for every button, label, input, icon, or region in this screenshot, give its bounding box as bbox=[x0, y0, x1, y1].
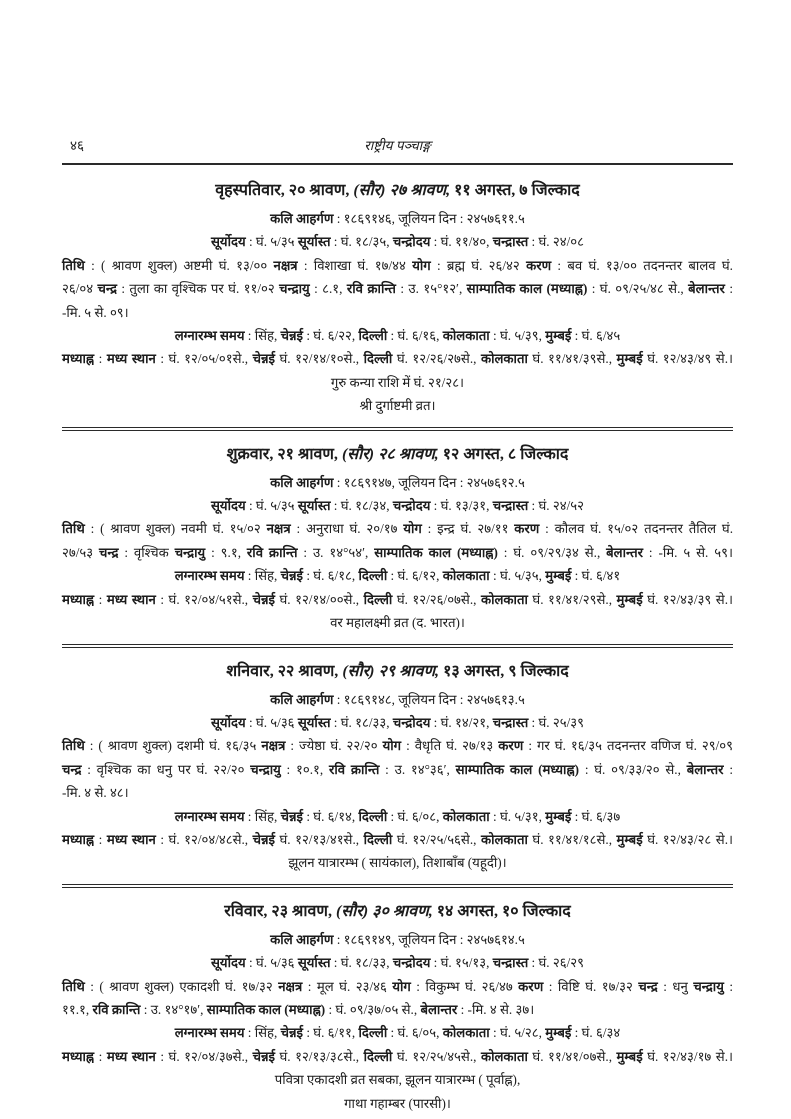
text-run: : ( श्रावण शुक्ल) अष्टमी घं. १३/०० bbox=[84, 257, 274, 273]
field-label: मुम्बई bbox=[616, 351, 643, 367]
text-run: : ( श्रावण शुक्ल) नवमी घं. १५/०२ bbox=[84, 521, 267, 537]
field-label: चन्द्र bbox=[99, 544, 119, 560]
field-label: दिल्ली bbox=[358, 1025, 388, 1041]
text-run: : १०.१, bbox=[280, 761, 329, 777]
field-label: सूर्योदय bbox=[211, 498, 246, 514]
text-run: : इन्द्र घं. २७/११ bbox=[421, 521, 515, 537]
text-run: : ८.१, bbox=[309, 281, 347, 297]
day-title bbox=[62, 178, 733, 204]
solar-date-italic: (सौर) २८ श्रावण, bbox=[341, 445, 439, 463]
day-title bbox=[62, 659, 733, 685]
field-label: चन्द्रोदय bbox=[392, 714, 431, 730]
text-line bbox=[62, 324, 733, 347]
text-run: -मि. ५ से. ०९। bbox=[62, 304, 129, 320]
text-run: श्री दुर्गाष्टमी व्रत। bbox=[359, 398, 436, 414]
text-run: : विष्टि घं. १७/३२ bbox=[543, 978, 639, 994]
field-label: चेन्नई bbox=[280, 568, 304, 584]
field-label: मध्य स्थान bbox=[106, 351, 156, 367]
field-label: बेलान्तर bbox=[420, 1001, 458, 1017]
day-section bbox=[62, 650, 733, 878]
text-run: : घं. ०९/२९/३४ से., bbox=[497, 544, 607, 560]
field-label: तिथि bbox=[62, 738, 85, 754]
text-run: : घं. २६/२९ bbox=[528, 955, 584, 971]
field-label: चन्द्र bbox=[62, 761, 82, 777]
text-run: : घं. ६/०५, bbox=[387, 1025, 443, 1041]
header-rule bbox=[62, 163, 733, 165]
field-label: चेन्नई bbox=[252, 1048, 275, 1064]
field-label: सूर्यास्त bbox=[297, 234, 331, 250]
text-line bbox=[62, 611, 733, 634]
text-run: : घं. १८/३३, bbox=[330, 955, 393, 971]
day-title bbox=[62, 442, 733, 468]
page-number: ४६ bbox=[70, 138, 85, 153]
field-label: चन्द्रोदय bbox=[392, 955, 431, 971]
field-label: शुक्रवार, २१ श्रावण, bbox=[226, 445, 342, 463]
text-run: : घं. ६/०८, bbox=[387, 808, 443, 824]
field-label: दिल्ली bbox=[363, 351, 393, 367]
text-run: : ९.१, bbox=[205, 544, 247, 560]
text-run: : घं. १२/०४/३७से., bbox=[155, 1048, 253, 1064]
field-label: कोलकाता bbox=[480, 591, 528, 607]
text-run: : घं. ११/४०, bbox=[430, 234, 493, 250]
field-label: चन्द्र bbox=[97, 281, 117, 297]
text-line bbox=[62, 734, 733, 757]
field-label: कोलकाता bbox=[480, 351, 528, 367]
text-run: : घं. ५/३५, bbox=[489, 568, 546, 584]
text-run: : घं. ५/३१, bbox=[489, 808, 546, 824]
text-line bbox=[62, 394, 733, 417]
field-label: योग bbox=[392, 978, 411, 994]
field-label: तिथि bbox=[62, 521, 85, 537]
text-line bbox=[62, 277, 733, 300]
field-label: साम्पातिक काल (मध्याह्न) bbox=[206, 1001, 326, 1017]
section-divider bbox=[62, 427, 733, 431]
text-line bbox=[62, 951, 733, 974]
text-line bbox=[62, 254, 733, 277]
text-run: गाथा गहाम्बर (पारसी)। bbox=[344, 1095, 451, 1111]
sections bbox=[62, 169, 733, 1118]
field-label: मध्य स्थान bbox=[106, 591, 156, 607]
text-run: : घं. १२/०५/०१से., bbox=[155, 351, 253, 367]
text-run: : अनुराधा घं. २०/१७ bbox=[290, 521, 404, 537]
text-run: : घं. ५/३५ bbox=[245, 234, 298, 250]
text-run: : धनु bbox=[657, 978, 694, 994]
text-run: २७/५३ bbox=[62, 544, 99, 560]
field-label: चेन्नई bbox=[252, 831, 275, 847]
field-label: मध्याह्न bbox=[62, 1048, 95, 1064]
text-run: : सिंह, bbox=[244, 808, 281, 824]
text-run: : bbox=[723, 761, 733, 777]
text-run: घं. १२/१४/००से., bbox=[274, 591, 364, 607]
field-label: चन्द्रायु bbox=[250, 761, 281, 777]
field-label: करण bbox=[498, 738, 524, 754]
text-run: : bbox=[94, 1048, 107, 1064]
text-run: : बव घं. १३/०० तदनन्तर बालव घं. bbox=[551, 257, 733, 273]
field-label: दिल्ली bbox=[358, 328, 388, 344]
field-label: १२ अगस्त, ८ जिल्काद bbox=[438, 445, 569, 463]
text-run: : वृश्चिक का धनु पर घं. २२/२० bbox=[81, 761, 251, 777]
field-label: तिथि bbox=[62, 978, 85, 994]
field-label: वृहस्पतिवार, २० श्रावण, bbox=[215, 182, 354, 199]
text-run: : घं. २५/३९ bbox=[528, 714, 584, 730]
field-label: सूर्योदय bbox=[211, 955, 246, 971]
section-divider bbox=[62, 644, 733, 648]
text-line bbox=[62, 975, 733, 998]
text-line bbox=[62, 805, 733, 828]
field-label: चन्द्रायु bbox=[279, 281, 310, 297]
field-label: चन्द्रास्त bbox=[492, 234, 529, 250]
field-label: रवि क्रान्ति bbox=[346, 281, 396, 297]
field-label: रविवार, २३ श्रावण, bbox=[224, 902, 336, 920]
text-line bbox=[62, 851, 733, 874]
field-label: रवि क्रान्ति bbox=[92, 1001, 141, 1017]
field-label: कोलकाता bbox=[442, 808, 490, 824]
text-run: : घं. १५/१३, bbox=[430, 955, 493, 971]
field-label: सूर्योदय bbox=[211, 714, 246, 730]
text-run: : ब्रह्म घं. २६/४२ bbox=[430, 257, 527, 273]
text-run: : bbox=[724, 281, 734, 297]
text-run: : घं. ६/१२, bbox=[387, 568, 443, 584]
text-run: २६/०४ bbox=[62, 281, 98, 297]
text-line bbox=[62, 541, 733, 564]
field-label: मुम्बई bbox=[616, 831, 643, 847]
field-label: चेन्नई bbox=[252, 591, 275, 607]
text-run: : घं. ५/२८, bbox=[489, 1025, 546, 1041]
field-label: बेलान्तर bbox=[688, 281, 725, 297]
field-label: नक्षत्र bbox=[261, 738, 286, 754]
text-line bbox=[62, 1021, 733, 1044]
text-line bbox=[62, 517, 733, 540]
text-run: : -मि. ४ से. ३७। bbox=[457, 1001, 535, 1017]
field-label: दिल्ली bbox=[363, 831, 393, 847]
page-header bbox=[62, 136, 733, 158]
field-label: दिल्ली bbox=[358, 808, 388, 824]
field-label: रवि क्रान्ति bbox=[328, 761, 380, 777]
text-line bbox=[62, 230, 733, 253]
text-run: : वृश्चिक bbox=[118, 544, 175, 560]
field-label: चन्द्रायु bbox=[174, 544, 206, 560]
text-line bbox=[62, 1068, 733, 1091]
text-run: : घं. २४/०८ bbox=[528, 234, 584, 250]
field-label: योग bbox=[412, 257, 431, 273]
field-label: करण bbox=[514, 521, 540, 537]
text-run: घं. १२/४३/३९ से.। bbox=[642, 591, 733, 607]
field-label: मुम्बई bbox=[545, 328, 572, 344]
text-run: : घं. ६/१८, bbox=[303, 568, 359, 584]
text-line bbox=[62, 928, 733, 951]
text-run: : गर घं. १६/३५ तदनन्तर वणिज घं. २९/०९ bbox=[523, 738, 733, 754]
field-label: साम्पातिक काल (मध्याह्न) bbox=[466, 281, 588, 297]
text-line bbox=[62, 1045, 733, 1068]
field-label: कलि आहर्गण bbox=[270, 931, 334, 947]
text-run: : घं. ५/३६ bbox=[245, 714, 298, 730]
text-run: घं. १२/१४/१०से., bbox=[274, 351, 364, 367]
text-run: : सिंह, bbox=[244, 568, 281, 584]
field-label: कलि आहर्गण bbox=[270, 474, 334, 490]
field-label: योग bbox=[382, 738, 402, 754]
field-label: मध्याह्न bbox=[62, 591, 95, 607]
text-run: : १८६९१४८, जूलियन दिन : २४५७६१३.५ bbox=[333, 691, 525, 707]
text-run: : घं. ६/२२, bbox=[303, 328, 359, 344]
text-run: : घं. ०९/३७/०५ से., bbox=[325, 1001, 421, 1017]
field-label: कोलकाता bbox=[442, 328, 490, 344]
text-run: घं. ११/४१/१८से., bbox=[527, 831, 617, 847]
field-label: ११ अगस्त, ७ जिल्काद bbox=[450, 182, 580, 199]
field-label: कलि आहर्गण bbox=[270, 691, 334, 707]
field-label: १४ अगस्त, १० जिल्काद bbox=[432, 902, 571, 920]
solar-date-italic: (सौर) २९ श्रावण, bbox=[342, 662, 440, 680]
text-run: घं. १२/२६/०७से., bbox=[392, 591, 481, 607]
text-run: : घं. ६/३७ bbox=[571, 808, 621, 824]
text-run: झूलन यात्रारम्भ ( सायंकाल), तिशाबाँब (यहूदी)। bbox=[288, 855, 507, 871]
field-label: चेन्नई bbox=[280, 808, 304, 824]
text-run: : विकुम्भ घं. २६/४७ bbox=[410, 978, 519, 994]
field-label: चन्द्रास्त bbox=[492, 714, 529, 730]
text-run: घं. १२/२५/४५से., bbox=[392, 1048, 481, 1064]
text-run: : bbox=[94, 591, 107, 607]
text-run: : उ. १४°५४′, bbox=[297, 544, 375, 560]
text-run: : घं. १८/३४, bbox=[330, 498, 393, 514]
text-run: घं. १२/१३/३८से., bbox=[274, 1048, 364, 1064]
text-run: घं. १२/२६/२७से., bbox=[392, 351, 481, 367]
field-label: सूर्यास्त bbox=[297, 955, 331, 971]
field-label: मुम्बई bbox=[545, 808, 572, 824]
text-run: : वैधृति घं. २७/१३ bbox=[401, 738, 499, 754]
text-line bbox=[62, 688, 733, 711]
field-label: लग्नारम्भ समय bbox=[174, 1025, 245, 1041]
text-line bbox=[62, 494, 733, 517]
text-run: : उ. १४°३६′, bbox=[379, 761, 456, 777]
text-run: : सिंह, bbox=[244, 328, 281, 344]
text-run: घं. १२/१३/४१से., bbox=[274, 831, 364, 847]
field-label: दिल्ली bbox=[363, 591, 393, 607]
text-line bbox=[62, 347, 733, 370]
text-run: गुरु कन्या राशि में घं. २१/२८। bbox=[330, 374, 465, 390]
field-label: लग्नारम्भ समय bbox=[174, 328, 245, 344]
text-run: घं. १२/२५/५६से., bbox=[392, 831, 481, 847]
text-run: : ज्येष्ठा घं. २२/२० bbox=[285, 738, 383, 754]
field-label: सूर्यास्त bbox=[297, 714, 331, 730]
text-run: : उ. १४°१७′, bbox=[140, 1001, 207, 1017]
field-label: मुम्बई bbox=[616, 1048, 643, 1064]
field-label: सूर्योदय bbox=[211, 234, 246, 250]
text-run: : bbox=[723, 978, 733, 994]
field-label: साम्पातिक काल (मध्याह्न) bbox=[455, 761, 580, 777]
text-line bbox=[62, 371, 733, 394]
text-run: वर महालक्ष्मी व्रत (द. भारत)। bbox=[330, 615, 465, 631]
field-label: मध्य स्थान bbox=[106, 831, 156, 847]
text-run: घं. ११/४१/०७से., bbox=[527, 1048, 617, 1064]
field-label: कोलकाता bbox=[442, 1025, 490, 1041]
text-run: : घं. ६/११, bbox=[303, 1025, 359, 1041]
text-run: : bbox=[94, 831, 107, 847]
field-label: कोलकाता bbox=[442, 568, 490, 584]
section-divider bbox=[62, 884, 733, 888]
text-run: : bbox=[94, 351, 107, 367]
text-run: : घं. ५/३९, bbox=[489, 328, 546, 344]
field-label: चन्द्र bbox=[638, 978, 658, 994]
field-label: मुम्बई bbox=[616, 591, 643, 607]
field-label: शनिवार, २२ श्रावण, bbox=[226, 662, 343, 680]
text-line bbox=[62, 564, 733, 587]
text-run: : घं. २४/५२ bbox=[528, 498, 584, 514]
field-label: मध्याह्न bbox=[62, 351, 95, 367]
field-label: १३ अगस्त, ९ जिल्काद bbox=[439, 662, 569, 680]
day-title bbox=[62, 899, 733, 925]
text-run: : घं. ६/४१ bbox=[571, 568, 621, 584]
text-run: : १८६९१४९, जूलियन दिन : २४५७६१४.५ bbox=[333, 931, 525, 947]
field-label: नक्षत्र bbox=[278, 978, 303, 994]
text-run: : घं. १८/३५, bbox=[330, 234, 393, 250]
field-label: रवि क्रान्ति bbox=[246, 544, 298, 560]
field-label: मुम्बई bbox=[545, 1025, 572, 1041]
text-run: : तुला का वृश्चिक पर घं. ११/०२ bbox=[116, 281, 280, 297]
field-label: मध्याह्न bbox=[62, 831, 95, 847]
text-run: : घं. १३/३१, bbox=[430, 498, 493, 514]
text-run: : १८६९१४६, जूलियन दिन : २४५७६११.५ bbox=[333, 211, 525, 226]
field-label: चन्द्रायु bbox=[693, 978, 724, 994]
field-label: चन्द्रोदय bbox=[392, 234, 431, 250]
text-line bbox=[62, 998, 733, 1021]
field-label: लग्नारम्भ समय bbox=[174, 568, 245, 584]
text-run: : -मि. ५ से. ५९। bbox=[643, 544, 733, 560]
text-run: : घं. ५/३५ bbox=[245, 498, 298, 514]
text-run: : घं. ६/१६, bbox=[387, 328, 443, 344]
field-label: चेन्नई bbox=[280, 1025, 304, 1041]
text-run: घं. १२/४३/१७ से.। bbox=[642, 1048, 733, 1064]
field-label: कोलकाता bbox=[480, 1048, 528, 1064]
field-label: लग्नारम्भ समय bbox=[174, 808, 245, 824]
field-label: दिल्ली bbox=[363, 1048, 393, 1064]
text-run: -मि. ४ से. ४८। bbox=[62, 785, 129, 801]
text-run: पवित्रा एकादशी व्रत सबका, झूलन यात्रारम्भ ( पूर्वाह्न), bbox=[274, 1072, 521, 1088]
field-label: योग bbox=[403, 521, 422, 537]
day-section bbox=[62, 890, 733, 1118]
book-title: राष्ट्रीय पञ्चाङ्ग bbox=[364, 138, 431, 153]
text-line bbox=[62, 1092, 733, 1115]
text-run: : कौलव घं. १५/०२ तदनन्तर तैतिल घं. bbox=[539, 521, 733, 537]
field-label: चेन्नई bbox=[280, 328, 304, 344]
field-label: कलि आहर्गण bbox=[270, 211, 334, 226]
field-label: साम्पातिक काल (मध्याह्न) bbox=[374, 544, 498, 560]
text-run: : घं. ६/१४, bbox=[303, 808, 359, 824]
text-run: घं. ११/४१/३९से., bbox=[527, 351, 617, 367]
field-label: कोलकाता bbox=[480, 831, 528, 847]
field-label: करण bbox=[526, 257, 552, 273]
text-run: : १८६९१४७, जूलियन दिन : २४५७६१२.५ bbox=[333, 474, 525, 490]
text-line bbox=[62, 758, 733, 781]
field-label: करण bbox=[518, 978, 544, 994]
text-run: : सिंह, bbox=[244, 1025, 281, 1041]
field-label: बेलान्तर bbox=[606, 544, 644, 560]
field-label: नक्षत्र bbox=[266, 521, 291, 537]
field-label: दिल्ली bbox=[358, 568, 388, 584]
text-run: : घं. १२/०४/५१से., bbox=[155, 591, 253, 607]
text-run: : मूल घं. २३/४६ bbox=[302, 978, 393, 994]
day-section bbox=[62, 169, 733, 421]
text-run: : ( श्रावण शुक्ल) दशमी घं. १६/३५ bbox=[84, 738, 262, 754]
text-run: : घं. ०९/३३/२० से., bbox=[579, 761, 687, 777]
text-run: : घं. ०९/२५/४८ से., bbox=[587, 281, 689, 297]
text-run: : घं. १२/०४/४८से., bbox=[155, 831, 253, 847]
field-label: चेन्नई bbox=[252, 351, 275, 367]
text-line bbox=[62, 781, 733, 804]
text-run: : उ. १५°१२′, bbox=[395, 281, 467, 297]
field-label: तिथि bbox=[62, 257, 85, 273]
field-label: चन्द्रास्त bbox=[492, 498, 529, 514]
text-run: : घं. १८/३३, bbox=[330, 714, 393, 730]
solar-date-italic: (सौर) ३० श्रावण, bbox=[335, 902, 433, 920]
text-run: : घं. ५/३६ bbox=[245, 955, 298, 971]
text-run: : घं. १४/२१, bbox=[430, 714, 493, 730]
text-run: : विशाखा घं. १७/४४ bbox=[297, 257, 413, 273]
text-run: : घं. ६/४५ bbox=[571, 328, 621, 344]
text-line bbox=[62, 301, 733, 324]
field-label: मध्य स्थान bbox=[106, 1048, 156, 1064]
solar-date-italic: (सौर) २७ श्रावण, bbox=[353, 182, 451, 199]
text-line bbox=[62, 207, 733, 230]
text-line bbox=[62, 711, 733, 734]
field-label: सूर्यास्त bbox=[297, 498, 331, 514]
text-line bbox=[62, 828, 733, 851]
field-label: मुम्बई bbox=[545, 568, 572, 584]
text-run: घं. १२/४३/४९ से.। bbox=[642, 351, 733, 367]
text-run: ११.१, bbox=[62, 1001, 93, 1017]
field-label: बेलान्तर bbox=[686, 761, 724, 777]
field-label: चन्द्रास्त bbox=[492, 955, 529, 971]
field-label: चन्द्रोदय bbox=[392, 498, 431, 514]
text-line bbox=[62, 471, 733, 494]
field-label: नक्षत्र bbox=[273, 257, 298, 273]
day-section bbox=[62, 433, 733, 638]
text-run: घं. ११/४१/२९से., bbox=[527, 591, 617, 607]
text-run: घं. १२/४३/२८ से.। bbox=[642, 831, 733, 847]
text-line bbox=[62, 588, 733, 611]
text-run: : ( श्रावण शुक्ल) एकादशी घं. १७/३२ bbox=[84, 978, 279, 994]
text-run: : घं. ६/३४ bbox=[571, 1025, 621, 1041]
